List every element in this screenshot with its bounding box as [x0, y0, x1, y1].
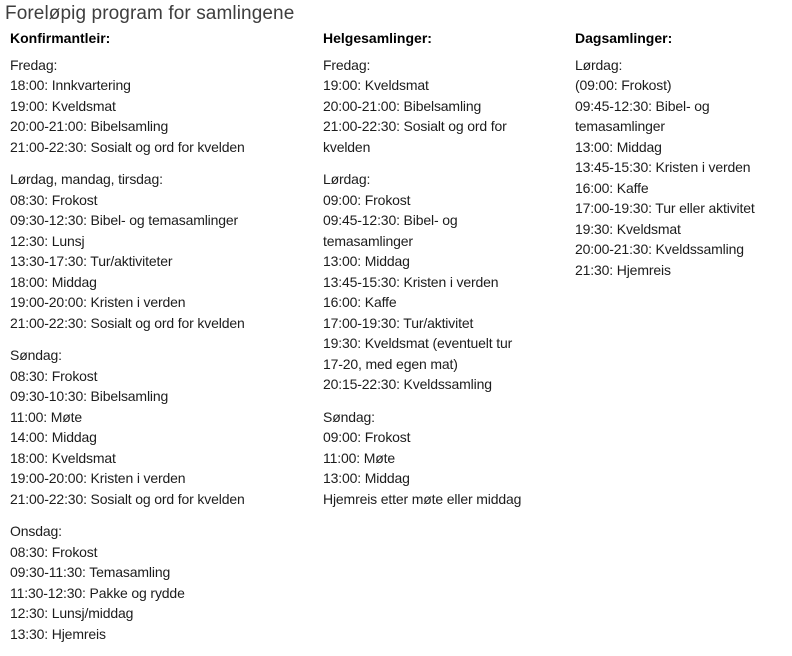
program-line: temasamlinger: [575, 118, 665, 134]
program-line: 20:15-22:30: Kveldssamling: [323, 376, 492, 392]
day-title: Søndag:: [323, 408, 375, 425]
day-title: Lørdag:: [575, 56, 623, 73]
program-line: 19:00-20:00: Kristen i verden: [10, 294, 186, 310]
day-title: Fredag:: [10, 56, 58, 73]
program-line: 20:00-21:00: Bibelsamling: [323, 97, 482, 114]
program-line: 19:30: Kveldsmat: [575, 220, 681, 237]
program-line: 21:00-22:30: Sosialt og ord for kvelden: [10, 138, 245, 155]
program-column: [575, 28, 792, 292]
day-title: Onsdag:: [10, 523, 62, 539]
day-block: [10, 55, 323, 158]
program-line: 17:00-19:30: Tur/aktivitet: [323, 314, 474, 331]
document-title: Foreløpig program for samlingene: [5, 3, 295, 24]
program-line: 12:30: Lunsj/middag: [10, 605, 134, 621]
program-line: 16:00: Kaffe: [323, 294, 397, 310]
program-line: 13:30: Hjemreis: [10, 625, 106, 642]
day-block: [10, 169, 323, 333]
program-line: (09:00: Frokost): [575, 77, 672, 93]
program-line: 20:00-21:00: Bibelsamling: [10, 118, 169, 134]
column-header: Konfirmantleir:: [10, 30, 111, 46]
program-line: 21:30: Hjemreis: [575, 261, 671, 278]
program-line: 09:30-11:30: Temasamling: [10, 564, 171, 580]
program-line: 11:30-12:30: Pakke og rydde: [10, 584, 185, 601]
program-line: 09:30-10:30: Bibelsamling: [10, 388, 169, 404]
program-line: 18:00: Innkvartering: [10, 77, 131, 93]
program-line: 19:00: Kveldsmat: [323, 77, 429, 93]
program-line: 20:00-21:30: Kveldssamling: [575, 241, 744, 257]
program-line: 18:00: Middag: [10, 273, 97, 290]
program-line: 21:00-22:30: Sosialt og ord for kvelden: [10, 314, 245, 331]
program-line: 21:00-22:30: Sosialt og ord for kvelden: [10, 490, 245, 507]
day-block: [10, 345, 323, 509]
program-columns: [10, 28, 792, 656]
program-line: 17-20, med egen mat): [323, 355, 458, 372]
program-line: 21:00-22:30: Sosialt og ord for: [323, 118, 507, 134]
program-line: 08:30: Frokost: [10, 191, 98, 208]
day-title: Lørdag, mandag, tirsdag:: [10, 171, 163, 187]
day-block: [323, 407, 575, 510]
program-line: 19:00: Kveldsmat: [10, 97, 116, 114]
day-block: [323, 55, 575, 158]
program-line: 08:30: Frokost: [10, 543, 98, 560]
day-block: [10, 521, 323, 644]
program-line: 13:45-15:30: Kristen i verden: [575, 159, 751, 175]
program-line: 18:00: Kveldsmat: [10, 449, 116, 466]
day-block: [575, 55, 792, 281]
program-line: 09:00: Frokost: [323, 429, 411, 445]
program-column: [10, 28, 323, 656]
column-header: Helgesamlinger:: [323, 30, 432, 46]
day-block: [323, 169, 575, 395]
program-line: 19:00-20:00: Kristen i verden: [10, 470, 186, 486]
program-line: 09:00: Frokost: [323, 191, 411, 208]
program-line: 17:00-19:30: Tur eller aktivitet: [575, 200, 755, 216]
program-line: 19:30: Kveldsmat (eventuelt tur: [323, 335, 513, 351]
day-title: Fredag:: [323, 56, 371, 73]
program-line: 09:45-12:30: Bibel- og: [575, 97, 710, 114]
program-line: 14:00: Middag: [10, 429, 97, 445]
program-line: temasamlinger: [323, 232, 413, 249]
program-line: 13:00: Middag: [323, 253, 410, 269]
program-line: 16:00: Kaffe: [575, 179, 649, 196]
program-line: 13:00: Middag: [575, 138, 662, 155]
program-line: 09:30-12:30: Bibel- og temasamlinger: [10, 212, 239, 228]
program-line: 12:30: Lunsj: [10, 232, 85, 249]
program-line: kvelden: [323, 138, 371, 155]
program-column: [323, 28, 575, 521]
program-line: 13:45-15:30: Kristen i verden: [323, 273, 499, 290]
program-line: Hjemreis etter møte eller middag: [323, 490, 522, 507]
program-line: 09:45-12:30: Bibel- og: [323, 212, 458, 228]
program-line: 11:00: Møte: [10, 408, 83, 425]
program-line: 13:00: Middag: [323, 470, 410, 486]
program-line: 13:30-17:30: Tur/aktiviteter: [10, 253, 173, 269]
day-title: Lørdag:: [323, 171, 371, 187]
program-line: 08:30: Frokost: [10, 367, 98, 384]
program-line: 11:00: Møte: [323, 449, 396, 466]
day-title: Søndag:: [10, 347, 62, 363]
column-header: Dagsamlinger:: [575, 30, 673, 46]
